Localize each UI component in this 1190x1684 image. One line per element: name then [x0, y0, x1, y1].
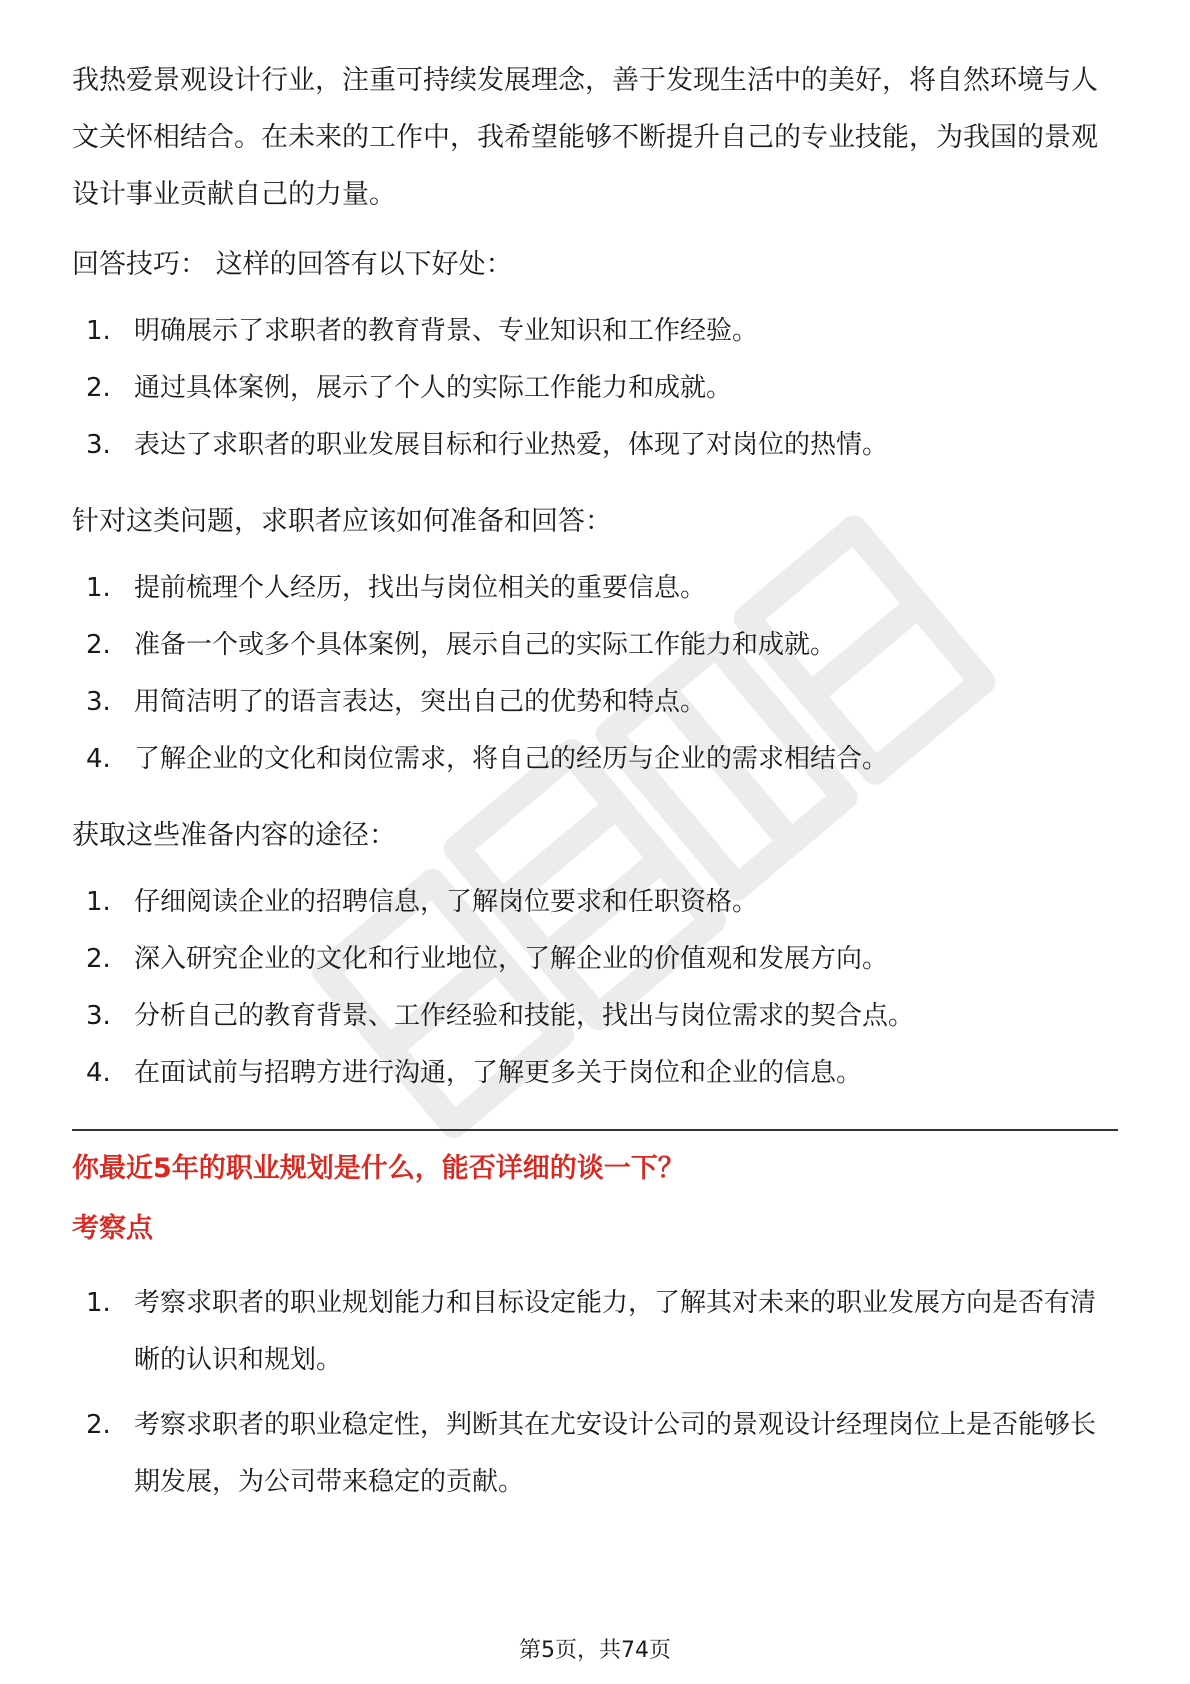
list-number: 3. — [86, 687, 111, 717]
document-page — [72, 52, 1118, 1519]
list-item — [72, 311, 1118, 351]
list-item — [72, 625, 1118, 665]
sources-heading: 获取这些准备内容的途径： — [72, 820, 396, 851]
list-number: 1. — [86, 1288, 111, 1318]
list-number: 2. — [86, 944, 111, 974]
question-points-list — [72, 1275, 1118, 1511]
prepare-heading: 针对这类问题，求职者应该如何准备和回答： — [72, 506, 612, 537]
list-item — [72, 425, 1118, 465]
prepare-list — [72, 568, 1118, 779]
tips-heading: 回答技巧： 这样的回答有以下好处： — [72, 249, 513, 280]
page-footer: 第5页，共74页 — [519, 1638, 671, 1663]
list-number: 3. — [86, 430, 111, 460]
list-item — [72, 996, 1118, 1036]
list-text: 考察求职者的职业稳定性，判断其在尤安设计公司的景观设计经理岗位上是否能够长期发展，为公司带来稳定的贡献。 — [134, 1410, 1097, 1497]
question-subheading: 考察点 — [72, 1213, 153, 1244]
section-divider — [72, 1129, 1118, 1131]
list-number: 4. — [86, 744, 111, 774]
list-number: 3. — [86, 1001, 111, 1031]
list-text: 在面试前与招聘方进行沟通，了解更多关于岗位和企业的信息。 — [134, 1058, 863, 1088]
list-text: 仔细阅读企业的招聘信息，了解岗位要求和任职资格。 — [134, 887, 759, 917]
list-item — [72, 1053, 1118, 1093]
tips-list — [72, 311, 1118, 465]
list-text: 了解企业的文化和岗位需求，将自己的经历与企业的需求相结合。 — [134, 744, 889, 774]
list-text: 提前梳理个人经历，找出与岗位相关的重要信息。 — [134, 573, 707, 603]
list-number: 1. — [86, 887, 111, 917]
list-text: 分析自己的教育背景、工作经验和技能，找出与岗位需求的契合点。 — [134, 1001, 915, 1031]
list-number: 1. — [86, 316, 111, 346]
list-text: 考察求职者的职业规划能力和目标设定能力，了解其对未来的职业发展方向是否有清晰的认识和规划。 — [134, 1288, 1097, 1375]
list-item — [72, 939, 1118, 979]
question-title: 你最近5年的职业规划是什么，能否详细的谈一下？ — [72, 1153, 685, 1184]
sources-list — [72, 882, 1118, 1093]
list-number: 1. — [86, 573, 111, 603]
list-item — [72, 882, 1118, 922]
list-number: 2. — [86, 1410, 111, 1440]
list-item — [72, 1397, 1118, 1511]
list-item — [72, 682, 1118, 722]
intro-paragraph: 我热爱景观设计行业，注重可持续发展理念，善于发现生活中的美好，将自然环境与人文关怀相结合。在未来的工作中，我希望能够不断提升自己的专业技能，为我国的景观设计事业贡献自己的力量。 — [72, 65, 1098, 210]
list-text: 深入研究企业的文化和行业地位，了解企业的价值观和发展方向。 — [134, 944, 889, 974]
list-item — [72, 739, 1118, 779]
list-number: 2. — [86, 373, 111, 403]
list-text: 表达了求职者的职业发展目标和行业热爱，体现了对岗位的热情。 — [134, 430, 889, 460]
list-item — [72, 568, 1118, 608]
list-text: 准备一个或多个具体案例，展示自己的实际工作能力和成就。 — [134, 630, 837, 660]
list-item — [72, 368, 1118, 408]
list-number: 2. — [86, 630, 111, 660]
list-item — [72, 1275, 1118, 1389]
list-number: 4. — [86, 1058, 111, 1088]
list-text: 明确展示了求职者的教育背景、专业知识和工作经验。 — [134, 316, 759, 346]
list-text: 通过具体案例，展示了个人的实际工作能力和成就。 — [134, 373, 733, 403]
list-text: 用简洁明了的语言表达，突出自己的优势和特点。 — [134, 687, 707, 717]
